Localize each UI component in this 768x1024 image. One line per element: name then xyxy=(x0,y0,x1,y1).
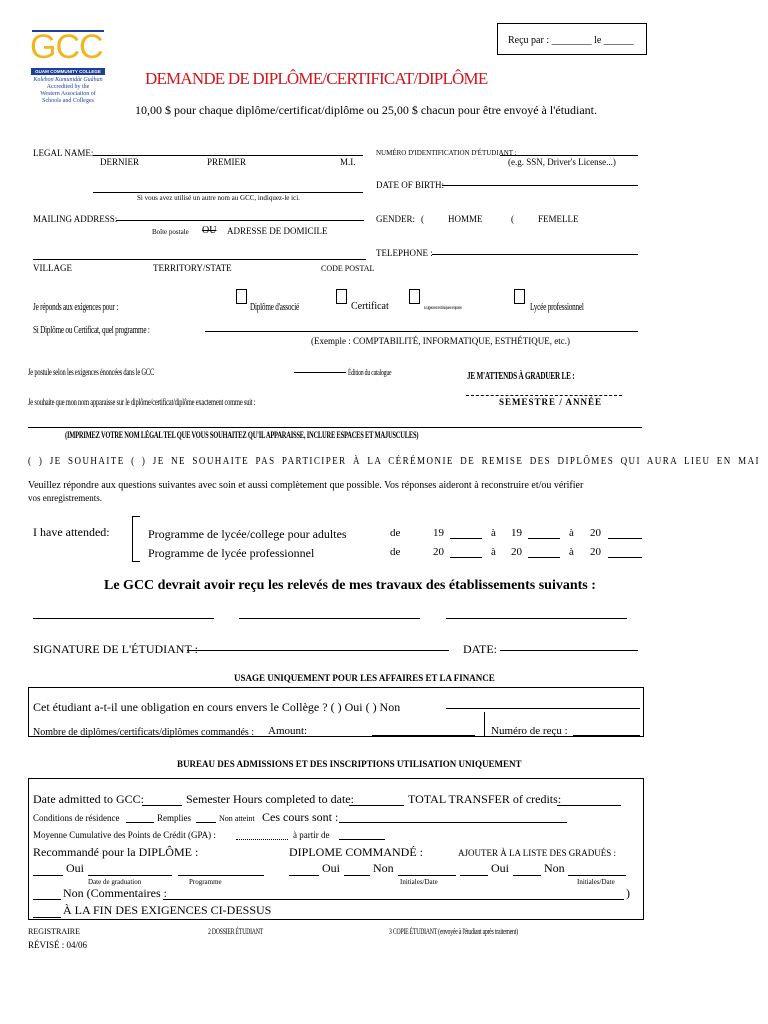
row1-line2 xyxy=(528,538,560,539)
from-line xyxy=(339,839,385,840)
territory-label: TERRITORY/STATE xyxy=(153,263,232,273)
attended-label: I have attended: xyxy=(33,525,110,539)
which-program-label: Si Diplôme ou Certificat, quel programme : xyxy=(33,325,150,336)
tech-req-checkbox[interactable] xyxy=(409,289,420,304)
catalog-line xyxy=(294,372,346,373)
ord-initials-line xyxy=(398,875,456,876)
postal-label: CODE POSTAL xyxy=(321,264,375,273)
add-yes-label: Oui xyxy=(491,861,509,875)
count-label: Nombre de diplômes/certificats/diplômes commandés : xyxy=(33,727,255,738)
receipt-divider xyxy=(484,712,485,736)
print-name-line xyxy=(28,427,642,428)
rec-yes-line xyxy=(33,875,63,876)
row2-line1 xyxy=(450,557,482,558)
logo-tagline: Kolehon Kumunidåt Guåhan xyxy=(33,77,103,83)
revised-date: RÉVISÉ : 04/06 xyxy=(28,940,88,950)
ordered-label: DIPLOME COMMANDÉ : xyxy=(289,845,424,859)
logo-text: GCC xyxy=(30,28,103,66)
row1-a1: à xyxy=(491,527,496,539)
tech-req-label: Exigences techniques requises xyxy=(424,306,462,311)
registrar-copy: REGISTRAIRE xyxy=(28,927,80,936)
semester-label: SEMESTRE / ANNÉE xyxy=(499,397,603,407)
admitted-label: Date admitted to GCC: xyxy=(33,792,144,806)
comments-line xyxy=(163,899,624,900)
school-line-1 xyxy=(33,618,214,619)
row2-a2: à xyxy=(569,546,574,558)
not-met-label: Non atteint xyxy=(219,814,255,823)
obligation-line xyxy=(446,708,640,709)
mi-label: M.I. xyxy=(340,157,356,167)
form-title: DEMANDE DE DIPLÔME/CERTIFICAT/DIPLÔME xyxy=(145,69,488,88)
instructions-cont: vos enregistrements. xyxy=(28,493,102,503)
row1-line1 xyxy=(450,538,482,539)
adult-program-label: Programme de lycée/college pour adultes xyxy=(148,527,347,541)
first-name-label: PREMIER xyxy=(207,157,247,167)
logo-band: GUAM COMMUNITY COLLEGE xyxy=(31,68,105,75)
gpa-label: Moyenne Cumulative des Points de Crédit (GPA) : xyxy=(33,830,216,840)
row1-19a: 19 xyxy=(433,527,444,539)
program-line xyxy=(178,875,264,876)
other-name-note: Si vous avez utilisé un autre nom au GCC, indiquez-le ici. xyxy=(137,194,300,202)
last-name-label: DERNIER xyxy=(100,157,139,167)
receipt-line xyxy=(573,735,640,736)
female-label: FEMELLE xyxy=(538,214,579,224)
vocational-program-label: Programme de lycée professionnel xyxy=(148,546,315,560)
comments-close: ) xyxy=(626,886,630,900)
grad-date-label: Date de graduation xyxy=(88,878,142,886)
row1-20: 20 xyxy=(590,527,601,539)
residence-line xyxy=(126,822,154,823)
accreditation-2: Western Association of xyxy=(40,91,96,97)
amount-line xyxy=(372,735,475,736)
add-initials-label: Initiales/Date xyxy=(577,878,615,886)
city-line xyxy=(33,259,366,260)
row1-19b: 19 xyxy=(511,527,522,539)
fulfilled-label: Remplies xyxy=(157,813,191,823)
village-label: VILLAGE xyxy=(33,263,72,273)
add-yes-line xyxy=(460,875,488,876)
row2-de: de xyxy=(390,546,401,558)
instructions: Veuillez répondre aux questions suivantes avec soin et aussi complètement que possible. Vos réponses aideront à reconstruire et/ou vérifier xyxy=(28,480,584,491)
female-paren[interactable]: ( xyxy=(511,214,514,224)
print-name-note: (IMPRIMEZ VOTRE NOM LÉGAL TEL QUE VOUS SOUHAITEZ QU'IL APPARAISSE, INCLURE ESPACES ET MAJUSCULES) xyxy=(65,430,419,440)
male-label: HOMME xyxy=(448,214,483,224)
ord-no-line xyxy=(344,875,370,876)
dob-label: DATE OF BIRTH: xyxy=(376,180,444,190)
school-line-2 xyxy=(239,618,420,619)
end-reqs-line xyxy=(33,917,61,918)
mailing-line xyxy=(116,220,364,221)
add-list-label: AJOUTER À LA LISTE DES GRADUÉS : xyxy=(458,848,617,858)
ord-yes-line xyxy=(289,875,319,876)
home-address-label: ADRESSE DE DOMICILE xyxy=(227,226,328,236)
attended-bracket xyxy=(132,516,140,562)
row2-20a: 20 xyxy=(433,546,444,558)
or-label: OU xyxy=(202,225,217,236)
courses-line xyxy=(339,822,567,823)
name-appear-label: Je souhaite que mon nom apparaisse sur le diplôme/certificat/diplôme exactement comme suit : xyxy=(28,397,256,407)
student-id-line xyxy=(500,155,638,156)
other-name-line xyxy=(93,192,363,193)
ord-initials-label: Initiales/Date xyxy=(400,878,438,886)
fee-line: 10,00 $ pour chaque diplôme/certificat/diplôme ou 25,00 $ chacun pour être envoyé à l'étudiant. xyxy=(135,103,598,117)
catalog-label: Édition du catalogue xyxy=(348,368,392,377)
transfer-label: TOTAL TRANSFER of credits: xyxy=(408,792,562,806)
residence-label: Conditions de résidence xyxy=(33,813,120,823)
row2-20c: 20 xyxy=(590,546,601,558)
signature-line xyxy=(187,650,449,651)
program-label: Programme xyxy=(189,878,222,886)
student-copy: 3 COPIE ÉTUDIANT (envoyée à l'étudiant après traitement) xyxy=(389,927,518,936)
row2-line3 xyxy=(608,557,642,558)
vocational-checkbox[interactable] xyxy=(514,289,525,304)
date-line xyxy=(500,650,638,651)
ord-yes-label: Oui xyxy=(322,861,340,875)
certificate-label: Certificat xyxy=(351,301,389,312)
add-initials-line xyxy=(568,875,626,876)
rec-yes-label: Oui xyxy=(66,861,84,875)
vocational-label: Lycée professionnel xyxy=(530,302,584,313)
gcc-logo xyxy=(30,28,110,112)
student-id-label: NUMÉRO D'IDENTIFICATION D'ÉTUDIANT : xyxy=(376,149,517,157)
obligation-question: Cet étudiant a-t-il une obligation en cours envers le Collège ? ( ) Oui ( ) Non xyxy=(33,700,401,714)
end-requirements: À LA FIN DES EXIGENCES CI-DESSUS xyxy=(63,903,272,917)
certificate-checkbox[interactable] xyxy=(336,289,347,304)
legal-name-line xyxy=(93,155,363,156)
date-label: DATE: xyxy=(463,642,497,656)
accreditation-1: Accredited by the xyxy=(46,84,90,90)
fulfilled-line xyxy=(196,822,216,823)
transfer-line xyxy=(557,805,621,806)
transcripts-heading: Le GCC devrait avoir reçu les relevés de mes travaux des établissements suivants : xyxy=(104,578,596,593)
po-box-label: Boîte postale xyxy=(152,228,189,236)
apply-requirements: Je postule selon les exigences énoncées dans le GCC xyxy=(28,367,155,377)
add-no-line xyxy=(513,875,541,876)
recommended-label: Recommandé pour la DIPLÔME : xyxy=(33,845,199,859)
accreditation-3: Schools and Colleges xyxy=(42,98,94,104)
row1-line3 xyxy=(608,538,642,539)
student-signature-label: SIGNATURE DE L'ÉTUDIANT : xyxy=(33,642,198,656)
receipt-label: Numéro de reçu : xyxy=(491,725,568,737)
hours-line xyxy=(349,805,404,806)
program-example: (Exemple : COMPTABILITÉ, INFORMATIQUE, ESTHÉTIQUE, etc.) xyxy=(311,336,570,346)
received-by: Reçu par : ________ le ______ xyxy=(508,35,634,46)
amount-label: Amount: xyxy=(268,725,308,737)
business-heading: USAGE UNIQUEMENT POUR LES AFFAIRES ET LA FINANCE xyxy=(234,673,495,683)
mailing-label: MAILING ADDRESS: xyxy=(33,214,118,224)
expect-graduation: JE M'ATTENDS À GRADUER LE : xyxy=(467,371,575,382)
row1-de: de xyxy=(390,527,401,539)
row2-20b: 20 xyxy=(511,546,522,558)
gender-label: GENDER: xyxy=(376,214,415,224)
student-file-copy: 2 DOSSIER ÉTUDIANT xyxy=(208,927,263,936)
grad-date-line xyxy=(88,875,172,876)
row2-line2 xyxy=(528,557,560,558)
row2-a1: à xyxy=(491,546,496,558)
which-program-line xyxy=(205,331,638,332)
no-comments-label: Non (Commentaires : xyxy=(63,886,167,900)
from-label: à partir de xyxy=(293,830,330,840)
legal-name-label: LEGAL NAME: xyxy=(33,148,94,158)
row1-a2: à xyxy=(569,527,574,539)
semester-line xyxy=(466,395,622,396)
telephone-label: TELEPHONE : xyxy=(376,248,433,258)
add-no-label: Non xyxy=(544,861,565,875)
associate-label: Diplôme d'associé xyxy=(250,302,300,313)
ord-no-label: Non xyxy=(373,861,394,875)
courses-label: Ces cours sont : xyxy=(262,810,339,824)
associate-checkbox[interactable] xyxy=(236,289,247,304)
male-paren[interactable]: ( xyxy=(421,214,424,224)
admitted-line xyxy=(142,805,182,806)
ceremony-choice[interactable]: ( ) JE SOUHAITE ( ) JE NE SOUHAITE PAS PARTICIPER À LA CÉRÉMONIE DE REMISE DES DIPLÔMES QUI AURA LIEU EN MAI xyxy=(28,456,760,467)
school-line-3 xyxy=(446,618,627,619)
hours-label: Semester Hours completed to date: xyxy=(186,792,354,806)
telephone-line xyxy=(432,254,638,255)
comments-no-line xyxy=(33,899,61,900)
dob-line xyxy=(442,185,638,186)
gpa-line xyxy=(236,839,288,840)
id-example: (e.g. SSN, Driver's License...) xyxy=(508,157,616,167)
admissions-heading: BUREAU DES ADMISSIONS ET DES INSCRIPTIONS UTILISATION UNIQUEMENT xyxy=(177,759,522,769)
meets-requirements: Je réponds aux exigences pour : xyxy=(33,302,119,313)
